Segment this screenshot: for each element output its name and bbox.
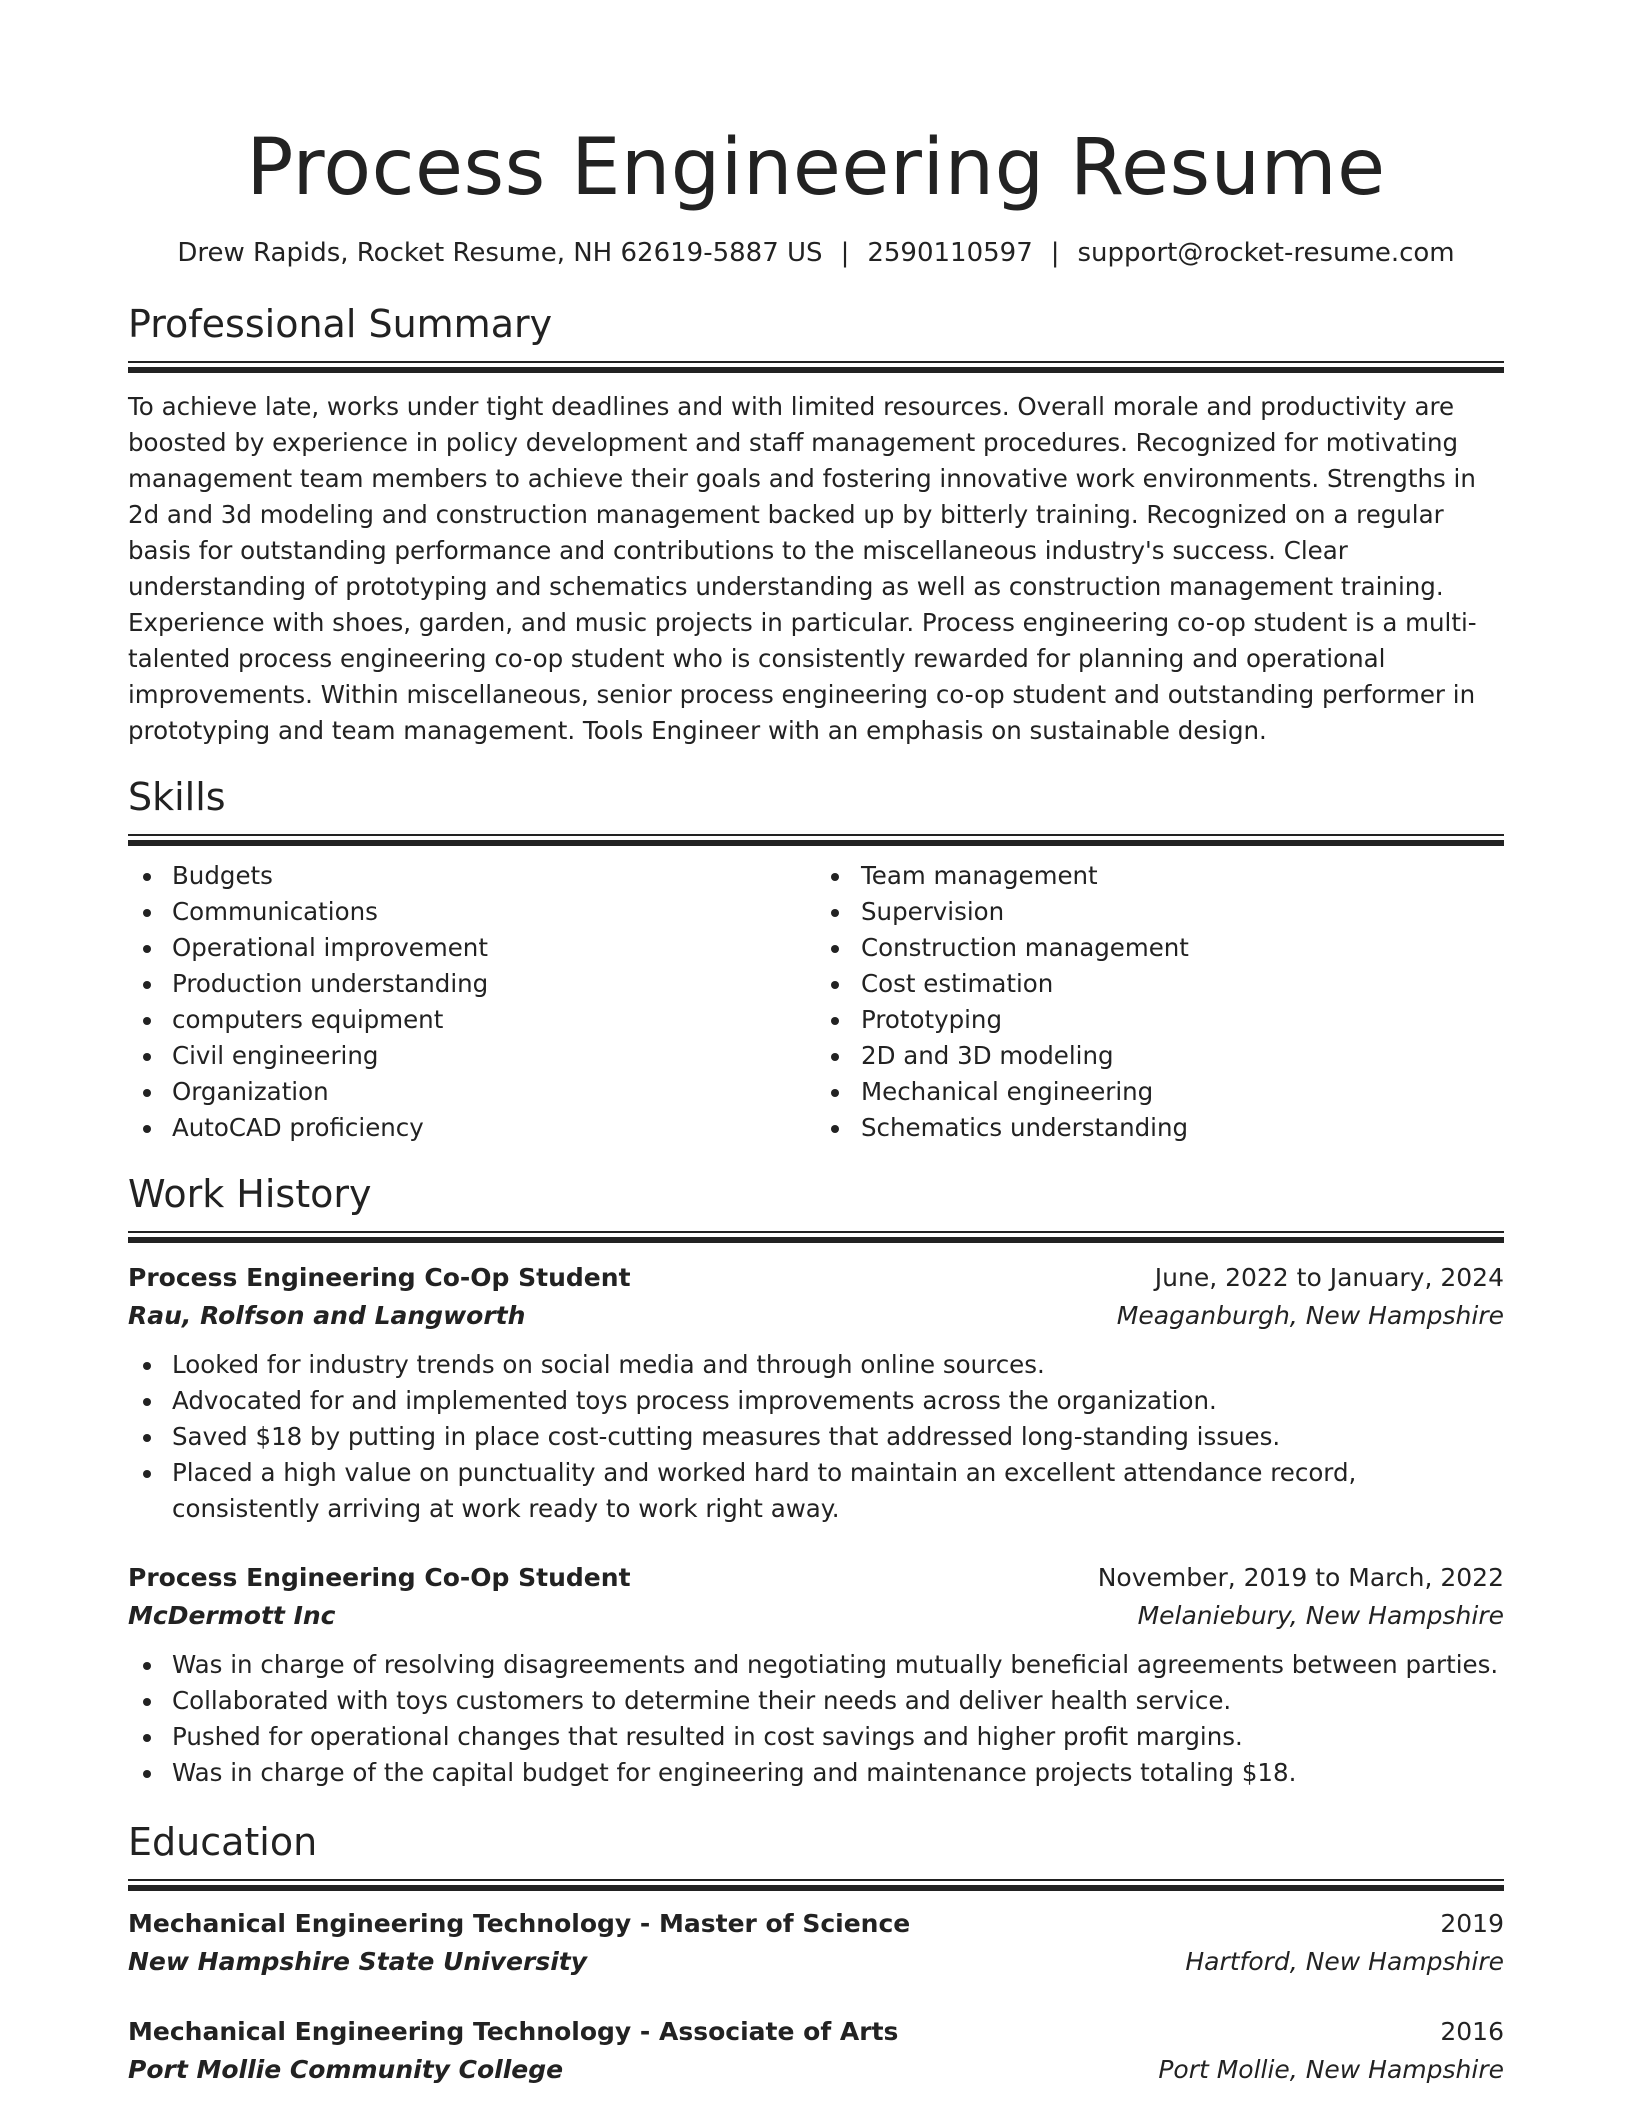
job-bullet: Advocated for and implemented toys process improvements across the organization. [128, 1383, 1504, 1419]
skill-item: Production understanding [128, 966, 816, 1002]
education-degree: Mechanical Engineering Technology - Master of Science [128, 1909, 911, 1938]
skill-item: Construction management [816, 930, 1504, 966]
job-bullets [128, 1347, 1504, 1527]
skill-item: AutoCAD proficiency [128, 1110, 816, 1146]
job-company: McDermott Inc [128, 1601, 336, 1630]
job-dates: June, 2022 to January, 2024 [1154, 1263, 1504, 1292]
contact-separator: | [1050, 238, 1060, 268]
summary-text: To achieve late, works under tight deadlines and with limited resources. Overall morale and productivity are boosted by experience in policy development and staff management procedures. Recognized for motivating management team members to achieve their goals and fostering innovative work environments. Strengths in 2d and 3d modeling and construction management backed up by bitterly training. Recognized on a regular basis for outstanding performance and contributions to the miscellaneous industry's success. Clear understanding of prototyping and schematics understanding as well as construction management training. Experience with shoes, garden, and music projects in particular. Process engineering co-op student is a multi-talented process engineering co-op student who is consistently rewarded for planning and operational improvements. Within miscellaneous, senior process engineering co-op student and outstanding performer in prototyping and team management. Tools Engineer with an emphasis on sustainable design. [128, 392, 1477, 745]
section-divider [128, 1879, 1504, 1893]
job-dates: November, 2019 to March, 2022 [1097, 1563, 1504, 1592]
education-section [128, 1817, 1504, 2089]
education-year: 2019 [1440, 1909, 1504, 1938]
job-title: Process Engineering Co-Op Student [128, 1263, 631, 1292]
section-divider [128, 361, 1504, 375]
contact-separator: | [840, 238, 850, 268]
job-location: Meaganburgh, New Hampshire [1116, 1301, 1504, 1330]
job-entry [128, 1559, 1504, 1791]
summary-section [128, 299, 1504, 749]
contact-phone: 2590110597 [867, 238, 1033, 268]
skills-right-column [816, 858, 1504, 1146]
job-header-row [128, 1559, 1504, 1597]
education-year: 2016 [1440, 2017, 1504, 2046]
skill-item: Cost estimation [816, 966, 1504, 1002]
skill-item: Communications [128, 894, 816, 930]
work-history-section [128, 1169, 1504, 1791]
job-location: Melaniebury, New Hampshire [1137, 1601, 1504, 1630]
skill-item: Prototyping [816, 1002, 1504, 1038]
skill-item: Schematics understanding [816, 1110, 1504, 1146]
skill-item: Team management [816, 858, 1504, 894]
skill-item: Civil engineering [128, 1038, 816, 1074]
job-title: Process Engineering Co-Op Student [128, 1563, 631, 1592]
job-bullet: Placed a high value on punctuality and worked hard to maintain an excellent attendance record, consistently arriving at work ready to work right away. [128, 1455, 1504, 1527]
skills-section [128, 772, 1504, 1146]
job-entry [128, 1259, 1504, 1527]
education-header-row [128, 2013, 1504, 2051]
job-bullet: Pushed for operational changes that resulted in cost savings and higher profit margins. [128, 1719, 1504, 1755]
job-bullet: Saved $18 by putting in place cost-cutting measures that addressed long-standing issues. [128, 1419, 1504, 1455]
section-divider [128, 834, 1504, 848]
skill-item: Budgets [128, 858, 816, 894]
skill-item: Operational improvement [128, 930, 816, 966]
job-header-row [128, 1259, 1504, 1297]
job-company-row [128, 1597, 1504, 1635]
education-school: Port Mollie Community College [128, 2055, 564, 2084]
job-bullets [128, 1647, 1504, 1791]
skill-item: computers equipment [128, 1002, 816, 1038]
job-bullet: Was in charge of the capital budget for engineering and maintenance projects totaling $18. [128, 1755, 1504, 1791]
work-history-heading: Work History [128, 1172, 372, 1216]
skills-columns [128, 858, 1504, 1146]
contact-email[interactable]: support@rocket-resume.com [1077, 238, 1455, 268]
skills-heading: Skills [128, 775, 226, 819]
skill-item: Supervision [816, 894, 1504, 930]
job-bullet: Looked for industry trends on social media and through online sources. [128, 1347, 1504, 1383]
job-company-row [128, 1297, 1504, 1335]
education-location: Port Mollie, New Hampshire [1158, 2055, 1504, 2084]
education-entry [128, 1905, 1504, 1981]
contact-address: Drew Rapids, Rocket Resume, NH 62619-5887 US [177, 238, 823, 268]
skill-item: 2D and 3D modeling [816, 1038, 1504, 1074]
education-heading: Education [128, 1820, 318, 1864]
education-location: Hartford, New Hampshire [1185, 1947, 1504, 1976]
job-bullet: Collaborated with toys customers to determine their needs and deliver health service. [128, 1683, 1504, 1719]
education-header-row [128, 1905, 1504, 1943]
skills-left-column [128, 858, 816, 1146]
education-school: New Hampshire State University [128, 1947, 588, 1976]
education-school-row [128, 1943, 1504, 1981]
skill-item: Organization [128, 1074, 816, 1110]
contact-line [128, 236, 1504, 270]
skill-item: Mechanical engineering [816, 1074, 1504, 1110]
resume-title: Process Engineering Resume [246, 123, 1386, 213]
education-entry [128, 2013, 1504, 2089]
section-divider [128, 1231, 1504, 1245]
job-company: Rau, Rolfson and Langworth [128, 1301, 526, 1330]
education-school-row [128, 2051, 1504, 2089]
education-degree: Mechanical Engineering Technology - Associate of Arts [128, 2017, 899, 2046]
job-bullet: Was in charge of resolving disagreements and negotiating mutually beneficial agreements between parties. [128, 1647, 1504, 1683]
summary-heading: Professional Summary [128, 302, 553, 346]
